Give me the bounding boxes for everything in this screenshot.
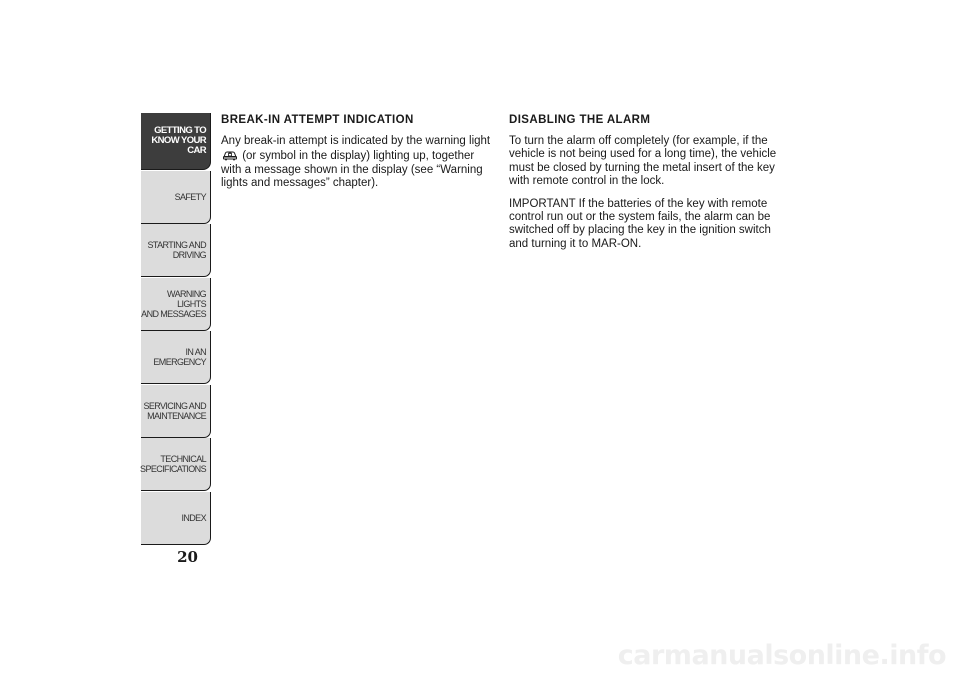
tab-label: STARTING AND DRIVING [147, 240, 206, 260]
page-number: 20 [177, 548, 198, 566]
section-heading: DISABLING THE ALARM [509, 114, 651, 126]
tab-warning-lights-and-messages[interactable] [141, 278, 211, 331]
tab-label: GETTING TO KNOW YOUR CAR [151, 125, 206, 156]
break-in-section [221, 114, 493, 200]
tab-in-an-emergency[interactable] [141, 331, 211, 384]
tab-starting-and-driving[interactable] [141, 224, 211, 277]
section-paragraph: To turn the alarm off completely (for example, if the vehicle is not being used for a long time), the vehicle must be closed by turning the metal insert of the key with remote control in the lock. [509, 135, 777, 187]
tab-label: IN AN EMERGENCY [153, 347, 206, 367]
tab-label: SERVICING AND MAINTENANCE [143, 400, 206, 421]
tab-technical-specifications[interactable] [141, 438, 211, 491]
section-heading: BREAK-IN ATTEMPT INDICATION [221, 114, 414, 126]
section-paragraph [221, 135, 493, 190]
paragraph-text: Any break-in attempt is indicated by the warning light [221, 135, 491, 148]
tab-label: INDEX [181, 512, 206, 523]
car-alarm-warning-icon [222, 148, 238, 161]
tab-label: WARNING LIGHTS AND MESSAGES [141, 288, 206, 319]
paragraph-text: (or symbol in the display) lighting up, together with a message shown in the display (see “Warning lights and messages” chapter). [221, 150, 483, 189]
tab-label: TECHNICAL SPECIFICATIONS [140, 454, 206, 474]
tab-safety[interactable] [141, 171, 211, 224]
watermark: carmanualsonline.info [617, 640, 946, 671]
chapter-tab-sidebar [141, 113, 211, 545]
disabling-alarm-section [509, 114, 784, 261]
tab-getting-to-know-your-car[interactable] [141, 113, 211, 170]
section-paragraph: IMPORTANT If the batteries of the key with remote control run out or the system fails, the alarm can be switched off by placing the key in the ignition switch and turning it to MAR-ON. [509, 198, 771, 250]
tab-servicing-and-maintenance[interactable] [141, 385, 211, 438]
tab-index[interactable] [141, 492, 211, 545]
tab-label: SAFETY [174, 191, 206, 202]
